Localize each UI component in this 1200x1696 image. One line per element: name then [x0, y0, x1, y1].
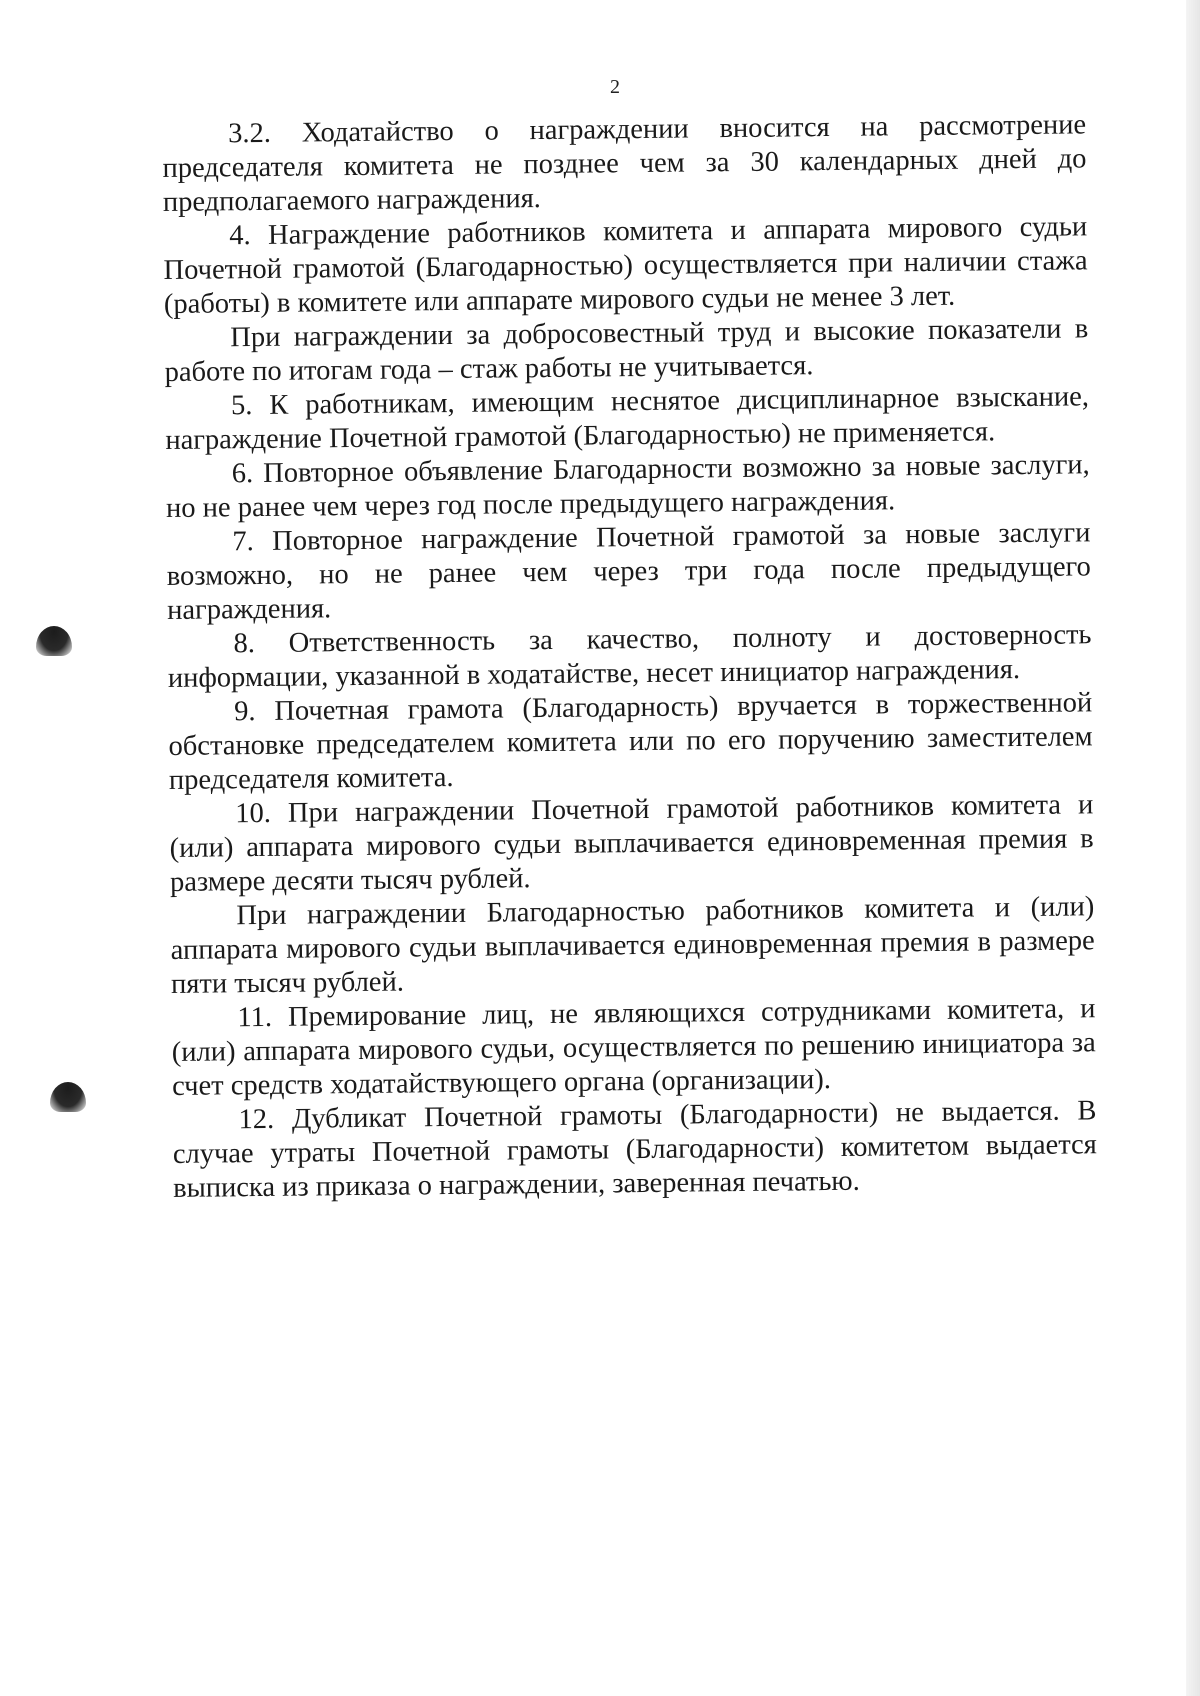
paragraph-10-note: При награждении Благодарностью работников комитета и (или) аппарата мирового судьи выплачивается единовременная премия в размере пяти тысяч рублей. [170, 891, 1095, 1000]
paragraph-4-note: При награждении за добросовестный труд и высокие показатели в работе по итогам года – стаж работы не учитывается. [164, 313, 1089, 388]
paragraph-3-2: 3.2. Ходатайство о награждении вносится на рассмотрение председателя комитета не позднее чем за 30 календарных дней до предполагаемого награждения. [162, 109, 1087, 218]
page-edge-shadow [1186, 0, 1200, 1696]
paragraph-9: 9. Почетная грамота (Благодарность) вручается в торжественной обстановке председателем комитета или по его поручению заместителем председателя комитета. [168, 687, 1093, 796]
paragraph-7: 7. Повторное награждение Почетной грамотой за новые заслуги возможно, но не ранее чем через три года после предыдущего награждения. [166, 517, 1091, 626]
punch-hole-icon [36, 626, 72, 656]
punch-hole-icon [50, 1082, 86, 1112]
paragraph-5: 5. К работникам, имеющим неснятое дисциплинарное взыскание, награждение Почетной грамотой (Благодарностью) не применяется. [165, 381, 1090, 456]
page-number: 2 [610, 76, 620, 98]
paragraph-6: 6. Повторное объявление Благодарности возможно за новые заслуги, но не ранее чем через год после предыдущего награждения. [165, 449, 1090, 524]
paragraph-12: 12. Дубликат Почетной грамоты (Благодарности) не выдается. В случае утраты Почетной грамоты (Благодарности) комитетом выдается выписка из приказа о награждении, заверенная печатью. [172, 1095, 1097, 1204]
paragraph-10: 10. При награждении Почетной грамотой работников комитета и (или) аппарата мирового судьи выплачивается единовременная премия в размере десяти тысяч рублей. [169, 789, 1094, 898]
paragraph-4: 4. Награждение работников комитета и аппарата мирового судьи Почетной грамотой (Благодарностью) осуществляется при наличии стажа (работы) в комитете или аппарате мирового судьи не менее 3 лет. [163, 211, 1088, 320]
paragraph-11: 11. Премирование лиц, не являющихся сотрудниками комитета, и (или) аппарата мирового судьи, осуществляется по решению инициатора за счет средств ходатайствующего органа (организации). [171, 993, 1096, 1102]
paragraph-8: 8. Ответственность за качество, полноту и достоверность информации, указанной в ходатайстве, несет инициатор награждения. [167, 619, 1092, 694]
document-body [162, 108, 1097, 1206]
